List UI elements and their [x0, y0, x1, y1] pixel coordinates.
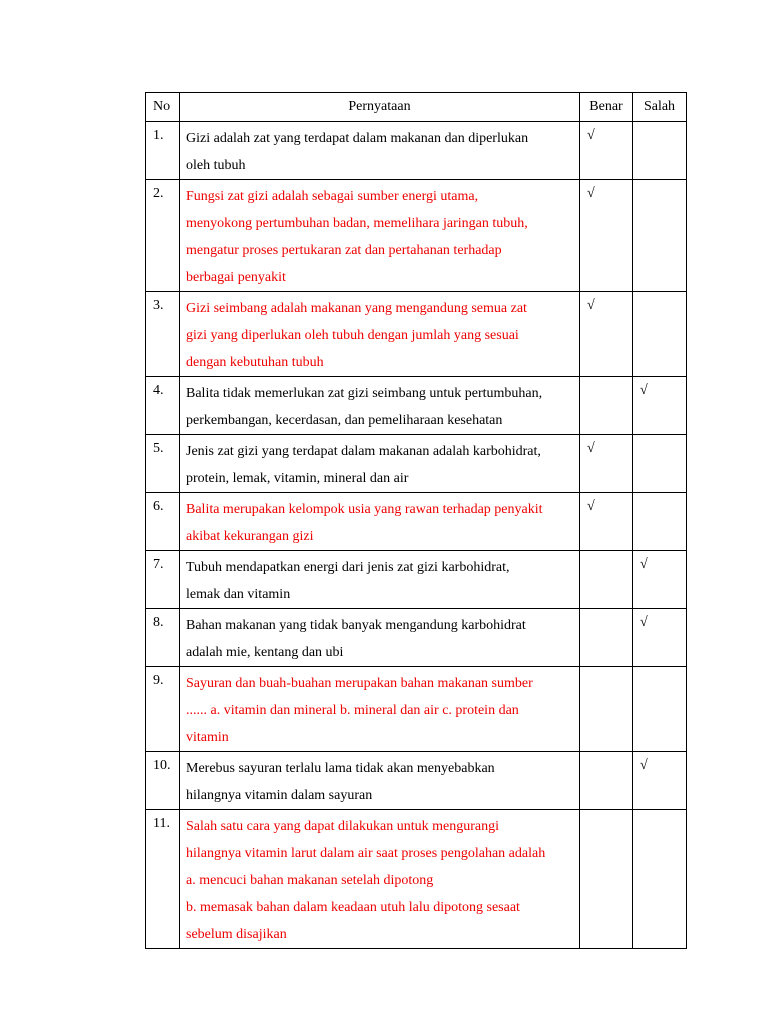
statement-cell [180, 292, 580, 377]
true-cell [580, 752, 633, 810]
true-cell [580, 810, 633, 949]
statement-line: Fungsi zat gizi adalah sebagai sumber energi utama, [186, 189, 479, 204]
statement-line: Bahan makanan yang tidak banyak mengandung karbohidrat [186, 618, 526, 633]
false-cell [633, 551, 687, 609]
statement-line: Jenis zat gizi yang terdapat dalam makanan adalah karbohidrat, [186, 444, 541, 459]
row-number: 2. [153, 186, 164, 201]
statement-line: a. mencuci bahan makanan setelah dipotong [186, 873, 434, 888]
row-number: 1. [153, 128, 164, 143]
true-cell [580, 122, 633, 180]
row-number-cell [146, 180, 180, 292]
table-row [146, 551, 687, 609]
statement-cell [180, 609, 580, 667]
statement-line: Gizi seimbang adalah makanan yang mengandung semua zat [186, 301, 527, 316]
row-number: 7. [153, 557, 164, 572]
table-row [146, 435, 687, 493]
statement-line: Gizi adalah zat yang terdapat dalam makanan dan diperlukan [186, 131, 529, 146]
row-number: 11. [153, 816, 170, 831]
false-cell [633, 810, 687, 949]
statement-line: b. memasak bahan dalam keadaan utuh lalu dipotong sesaat [186, 900, 520, 915]
statement-line: Balita tidak memerlukan zat gizi seimbang untuk pertumbuhan, [186, 386, 543, 401]
header-false: Salah [633, 93, 687, 122]
header-true: Benar [580, 93, 633, 122]
statement-line: oleh tubuh [186, 158, 246, 173]
statement-cell [180, 667, 580, 752]
check-mark-icon: √ [587, 128, 595, 143]
table-row [146, 810, 687, 949]
statement-line: Merebus sayuran terlalu lama tidak akan menyebabkan [186, 761, 495, 776]
table-row [146, 292, 687, 377]
table-body [146, 122, 687, 949]
row-number: 5. [153, 441, 164, 456]
check-mark-icon: √ [640, 758, 648, 773]
false-cell [633, 292, 687, 377]
table-row [146, 609, 687, 667]
false-cell [633, 667, 687, 752]
statement-line: adalah mie, kentang dan ubi [186, 645, 344, 660]
row-number-cell [146, 493, 180, 551]
statement-line: menyokong pertumbuhan badan, memelihara jaringan tubuh, [186, 216, 528, 231]
true-cell [580, 292, 633, 377]
true-cell [580, 493, 633, 551]
statement-cell [180, 810, 580, 949]
statement-line: Sayuran dan buah-buahan merupakan bahan makanan sumber [186, 676, 533, 691]
check-mark-icon: √ [640, 557, 648, 572]
true-cell [580, 377, 633, 435]
statement-table [145, 92, 687, 949]
header-no: No [146, 93, 180, 122]
false-cell [633, 122, 687, 180]
row-number-cell [146, 435, 180, 493]
row-number: 8. [153, 615, 164, 630]
false-cell [633, 752, 687, 810]
statement-line: berbagai penyakit [186, 270, 286, 285]
true-cell [580, 180, 633, 292]
true-cell [580, 667, 633, 752]
statement-line: vitamin [186, 730, 229, 745]
table-row [146, 377, 687, 435]
row-number: 10. [153, 758, 171, 773]
statement-line: Salah satu cara yang dapat dilakukan untuk mengurangi [186, 819, 499, 834]
table-row [146, 752, 687, 810]
row-number-cell [146, 377, 180, 435]
row-number-cell [146, 752, 180, 810]
check-mark-icon: √ [587, 499, 595, 514]
statement-cell [180, 122, 580, 180]
false-cell [633, 609, 687, 667]
row-number: 6. [153, 499, 164, 514]
statement-line: mengatur proses pertukaran zat dan pertahanan terhadap [186, 243, 502, 258]
statement-line: sebelum disajikan [186, 927, 287, 942]
statement-line: lemak dan vitamin [186, 587, 291, 602]
statement-cell [180, 180, 580, 292]
statement-line: ...... a. vitamin dan mineral b. mineral dan air c. protein dan [186, 703, 519, 718]
statement-line: protein, lemak, vitamin, mineral dan air [186, 471, 409, 486]
check-mark-icon: √ [640, 615, 648, 630]
statement-line: gizi yang diperlukan oleh tubuh dengan jumlah yang sesuai [186, 328, 519, 343]
statement-line: perkembangan, kecerdasan, dan pemeliharaan kesehatan [186, 413, 503, 428]
check-mark-icon: √ [587, 298, 595, 313]
statement-line: hilangnya vitamin larut dalam air saat proses pengolahan adalah [186, 846, 546, 861]
header-statement: Pernyataan [180, 93, 580, 122]
true-cell [580, 435, 633, 493]
statement-line: dengan kebutuhan tubuh [186, 355, 324, 370]
row-number: 9. [153, 673, 164, 688]
statement-cell [180, 493, 580, 551]
statement-line: Tubuh mendapatkan energi dari jenis zat gizi karbohidrat, [186, 560, 510, 575]
statement-line: akibat kekurangan gizi [186, 529, 314, 544]
statement-line: Balita merupakan kelompok usia yang rawan terhadap penyakit [186, 502, 543, 517]
statement-cell [180, 435, 580, 493]
table-row [146, 180, 687, 292]
false-cell [633, 435, 687, 493]
row-number-cell [146, 609, 180, 667]
table-row [146, 493, 687, 551]
table-header-row [146, 93, 687, 122]
row-number: 4. [153, 383, 164, 398]
check-mark-icon: √ [587, 186, 595, 201]
false-cell [633, 377, 687, 435]
row-number-cell [146, 292, 180, 377]
table-row [146, 122, 687, 180]
statement-cell [180, 377, 580, 435]
row-number-cell [146, 810, 180, 949]
statement-line: hilangnya vitamin dalam sayuran [186, 788, 373, 803]
statement-cell [180, 551, 580, 609]
table-row [146, 667, 687, 752]
row-number-cell [146, 667, 180, 752]
true-cell [580, 609, 633, 667]
true-cell [580, 551, 633, 609]
check-mark-icon: √ [640, 383, 648, 398]
check-mark-icon: √ [587, 441, 595, 456]
false-cell [633, 180, 687, 292]
row-number-cell [146, 122, 180, 180]
false-cell [633, 493, 687, 551]
statement-cell [180, 752, 580, 810]
row-number-cell [146, 551, 180, 609]
row-number: 3. [153, 298, 164, 313]
